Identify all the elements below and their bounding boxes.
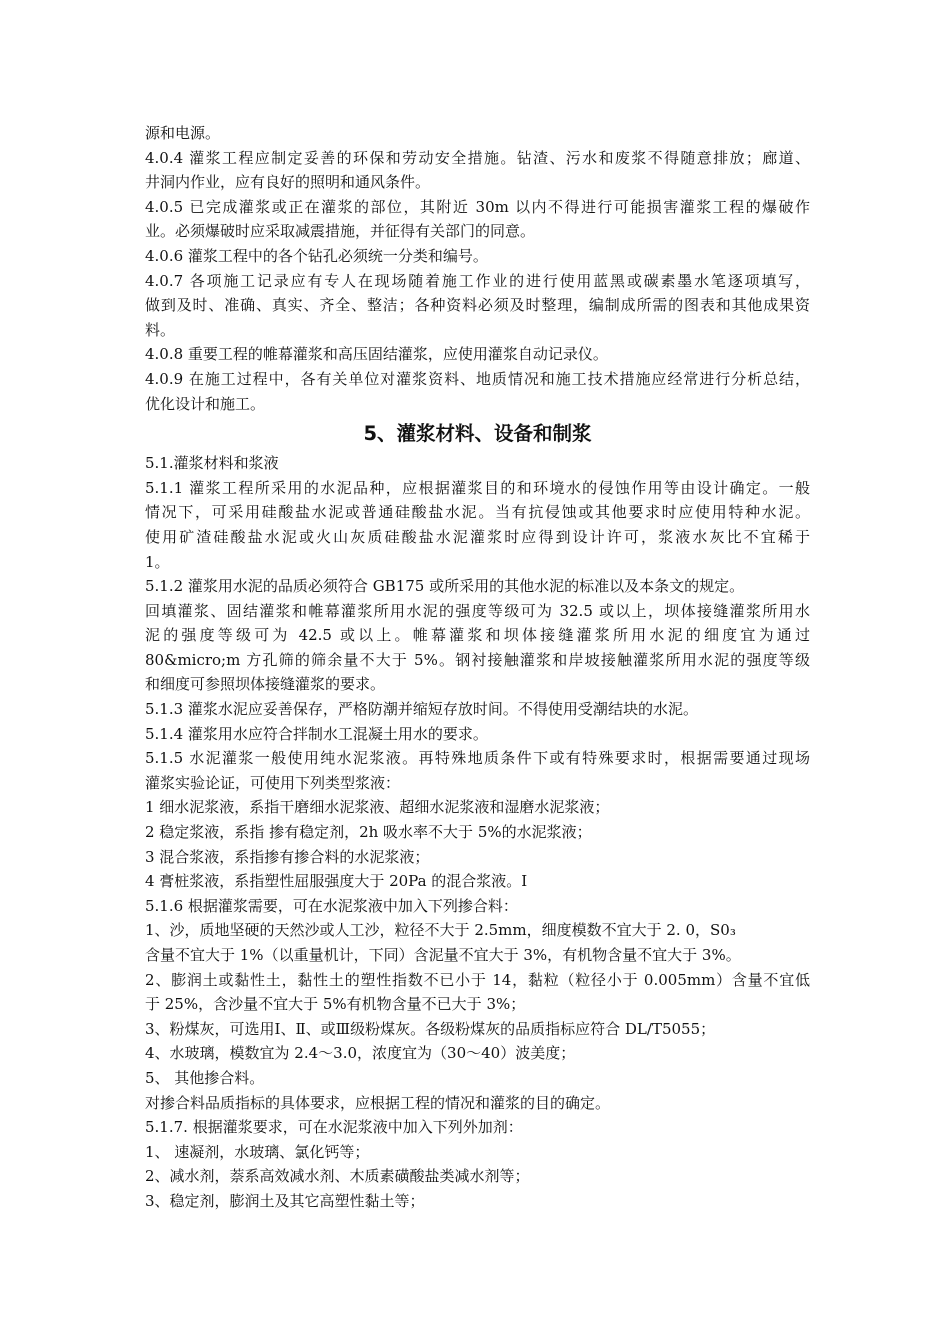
paragraph-line: 回填灌浆、固结灌浆和帷幕灌浆所用水泥的强度等级可为 32.5 或以上，坝体接缝灌浆所用水 bbox=[145, 601, 810, 620]
paragraph-line: 和细度可参照坝体接缝灌浆的要求。 bbox=[145, 675, 386, 694]
paragraph-line: 3 混合浆液，系指掺有掺合料的水泥浆液； bbox=[145, 847, 430, 866]
paragraph-line: 1。 bbox=[145, 552, 170, 571]
paragraph-line: 含量不宜大于 1%（以重量机计，下同）含泥量不宜大于 3%，有机物含量不宜大于 3%。 bbox=[145, 946, 741, 964]
section-4-text bbox=[145, 121, 810, 416]
paragraph-line: 3、稳定剂，膨润土及其它高塑性黏土等； bbox=[145, 1191, 425, 1210]
paragraph-line: 5.1.6 根据灌浆需要，可在水泥浆液中加入下列掺合料： bbox=[145, 896, 518, 915]
paragraph-line: 1 细水泥浆液，系指干磨细水泥浆液、超细水泥浆液和湿磨水泥浆液； bbox=[145, 798, 610, 817]
paragraph-line: 优化设计和施工。 bbox=[145, 394, 266, 413]
paragraph-line: 5.1.5 水泥灌浆一般使用纯水泥浆液。再特殊地质条件下或有特殊要求时，根据需要通过现场 bbox=[145, 749, 810, 768]
paragraph-line: 对掺合料品质指标的具体要求，应根据工程的情况和灌浆的目的确定。 bbox=[145, 1093, 611, 1112]
paragraph-line: 1、沙，质地坚硬的天然沙或人工沙，粒径不大于 2.5mm，细度模数不宜大于 2. 0，S0₃ bbox=[145, 921, 736, 940]
paragraph-line: 情况下，可采用硅酸盐水泥或普通硅酸盐水泥。当有抗侵蚀或其他要求时应使用特种水泥。 bbox=[145, 503, 810, 522]
paragraph-line: 5.1.7. 根据灌浆要求，可在水泥浆液中加入下列外加剂： bbox=[145, 1118, 523, 1137]
paragraph-line: 使用矿渣硅酸盐水泥或火山灰质硅酸盐水泥灌浆时应得到设计许可，浆液水灰比不宜稀于 bbox=[145, 527, 810, 546]
paragraph-line: 4.0.6 灌浆工程中的各个钻孔必须统一分类和编号。 bbox=[145, 246, 488, 265]
paragraph-line: 4.0.4 灌浆工程应制定妥善的环保和劳动安全措施。钻渣、污水和废浆不得随意排放；廊道、 bbox=[145, 148, 810, 167]
paragraph-line: 4.0.7 各项施工记录应有专人在现场随着施工作业的进行使用蓝黑或碳素墨水笔逐项填写， bbox=[145, 271, 810, 290]
paragraph-line: 1、 速凝剂，水玻璃、氯化钙等； bbox=[145, 1142, 370, 1161]
paragraph-line: 2、减水剂，萘系高效减水剂、木质素磺酸盐类减水剂等； bbox=[145, 1167, 530, 1186]
paragraph-line: 4.0.5 已完成灌浆或正在灌浆的部位，其附近 30m 以内不得进行可能损害灌浆工程的爆破作 bbox=[145, 197, 810, 216]
paragraph-line: 4 膏桩浆液，系指塑性屈服强度大于 20Pa 的混合浆液。Ⅰ bbox=[145, 872, 528, 891]
paragraph-line: 灌浆实验论证，可使用下列类型浆液： bbox=[145, 773, 401, 792]
paragraph-line: 4.0.9 在施工过程中，各有关单位对灌浆资料、地质情况和施工技术措施应经常进行分析总结， bbox=[145, 369, 810, 388]
section-5-heading: 5、灌浆材料、设备和制浆 bbox=[363, 422, 592, 446]
paragraph-line: 业。必须爆破时应采取减震措施，并征得有关部门的同意。 bbox=[145, 222, 536, 241]
paragraph-line: 5.1.1 灌浆工程所采用的水泥品种，应根据灌浆目的和环境水的侵蚀作用等由设计确定。一般 bbox=[145, 478, 810, 497]
paragraph-line: 5.1.3 灌浆水泥应妥善保存，严格防潮并缩短存放时间。不得使用受潮结块的水泥。 bbox=[145, 700, 698, 719]
paragraph-line: 2 稳定浆液，系指 掺有稳定剂，2h 吸水率不大于 5%的水泥浆液； bbox=[145, 823, 592, 842]
paragraph-line: 于 25%，含沙量不宜大于 5%有机物含量不已大于 3%； bbox=[145, 995, 526, 1014]
paragraph-line: 泥的强度等级可为 42.5 或以上。帷幕灌浆和坝体接缝灌浆所用水泥的细度宜为通过 bbox=[145, 626, 810, 645]
paragraph-line: 2、膨润土或黏性土，黏性土的塑性指数不已小于 14，黏粒（粒径小于 0.005mm）含量不宜低 bbox=[145, 970, 810, 989]
paragraph-line: 5.1.灌浆材料和浆液 bbox=[145, 454, 279, 473]
paragraph-line: 80&micro;m 方孔筛的筛余量不大于 5%。钢衬接触灌浆和岸坡接触灌浆所用水泥的强度等级 bbox=[145, 650, 810, 669]
document-page bbox=[145, 121, 810, 1214]
paragraph-line: 5、 其他掺合料。 bbox=[145, 1068, 265, 1087]
paragraph-line: 3、粉煤灰，可选用Ⅰ、Ⅱ、或Ⅲ级粉煤灰。各级粉煤灰的品质指标应符合 DL/T5055； bbox=[145, 1019, 716, 1038]
paragraph-line: 源和电源。 bbox=[145, 124, 221, 142]
paragraph-line: 做到及时、准确、真实、齐全、整洁；各种资料必须及时整理，编制成所需的图表和其他成果资 bbox=[145, 296, 810, 315]
paragraph-line: 4、水玻璃，模数宜为 2.4～3.0，浓度宜为（30～40）波美度； bbox=[145, 1044, 576, 1063]
paragraph-line: 料。 bbox=[145, 320, 176, 339]
paragraph-line: 4.0.8 重要工程的帷幕灌浆和高压固结灌浆，应使用灌浆自动记录仪。 bbox=[145, 345, 608, 364]
section-5-text bbox=[145, 451, 810, 1213]
paragraph-line: 5.1.4 灌浆用水应符合拌制水工混凝土用水的要求。 bbox=[145, 724, 488, 743]
paragraph-line: 井洞内作业，应有良好的照明和通风条件。 bbox=[145, 173, 431, 192]
paragraph-line: 5.1.2 灌浆用水泥的品质必须符合 GB175 或所采用的其他水泥的标准以及本条文的规定。 bbox=[145, 577, 745, 596]
